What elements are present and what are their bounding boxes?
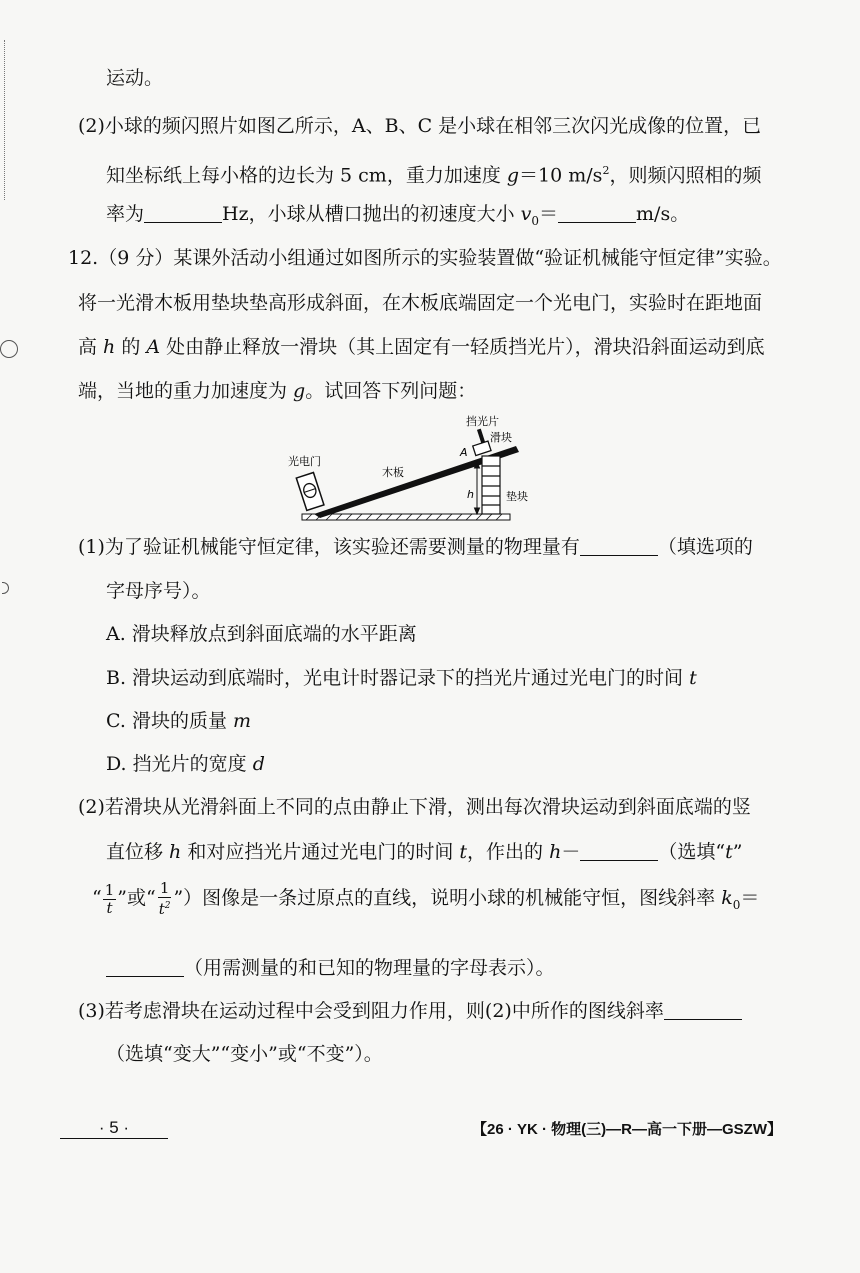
prev-q2-line-2: 知坐标纸上每小格的边长为 5 cm，重力加速度 g＝10 $m/s^2$，则频闪照相的频 [106,164,762,187]
prev-line-0: 运动。 [106,67,164,89]
option-b: B. 滑块运动到底端时，光电计时器记录下的挡光片通过光电门的时间 t [106,667,697,689]
answer-blank-velocity[interactable] [558,202,636,223]
q12-line-4: 端，当地的重力加速度为 g。试回答下列问题： [78,380,477,402]
answer-blank-sub1[interactable] [580,535,658,556]
binding-hole-mark [0,340,18,358]
photogate [296,473,324,511]
answer-blank-sub3[interactable] [664,999,742,1020]
exam-code: 【26 · YK · 物理(三)—R—高一下册—GSZW】 [472,1121,782,1138]
fraction-one-over-t-squared: $\frac{1}{t^2}$ [158,879,171,918]
q12-sub1-line-1: (1)为了验证机械能守恒定律，该实验还需要测量的物理量有 （填选项的 [78,536,753,558]
slider [468,428,491,456]
experiment-figure [270,408,540,526]
answer-blank-sub2-slope[interactable] [106,956,184,977]
binding-edge-mark [2,582,9,594]
label-point-A: A [460,446,468,459]
label-board: 木板 [382,466,404,479]
q12-line-1: 12.（9 分）某课外活动小组通过如图所示的实验装置做“验证机械能守恒定律”实验。 [68,247,782,269]
fraction-one-over-t: $\frac{1}{t}$ [104,880,115,917]
label-height: h [467,488,474,501]
label-slider: 滑块 [490,431,512,444]
answer-blank-sub2-axis[interactable] [580,840,658,861]
prev-q2-line-3: 率为 Hz，小球从槽口抛出的初速度大小 $v_0= m/s$。 [106,203,690,228]
label-block: 垫块 [506,490,528,503]
label-photogate: 光电门 [288,455,321,468]
q12-sub2-line-1: (2)若滑块从光滑斜面上不同的点由静止下滑，测出每次滑块运动到斜面底端的竖 [78,796,751,818]
option-c: C. 滑块的质量 m [106,710,252,732]
q12-line-3: 高 h 的 A 处由静止释放一滑块（其上固定有一轻质挡光片），滑块沿斜面运动到底 [78,336,765,358]
q12-sub2-line-2: 直位移 h 和对应挡光片通过光电门的时间 t，作出的 h－ （选填“t” [106,841,743,863]
support-blocks [482,456,500,514]
q12-sub2-line-3: “ $\frac{1}{t}$ ”或“ $\frac{1}{t^2}$ ”）图像是一条过原点的直线，说明小球的机械能守恒，图线斜率 $k_0=$ [92,879,760,918]
answer-blank-frequency[interactable] [144,202,222,223]
q12-sub2-line-4: （用需测量的和已知的物理量的字母表示）。 [106,954,555,982]
option-d: D. 挡光片的宽度 d [106,753,265,775]
binding-edge-dots [4,40,7,200]
prev-q2-line-1: (2)小球的频闪照片如图乙所示，A、B、C 是小球在相邻三次闪光成像的位置，已 [78,115,762,137]
q12-sub1-line-2: 字母序号）。 [106,580,211,602]
option-a: A. 滑块释放点到斜面底端的水平距离 [106,623,417,645]
q12-sub3-line-2: （选填“变大”“变小”或“不变”）。 [106,1043,383,1065]
label-shutter: 挡光片 [466,415,499,428]
q12-line-2: 将一光滑木板用垫块垫高形成斜面，在木板底端固定一个光电门，实验时在距地面 [78,292,763,314]
page-number: · 5 · [60,1118,168,1139]
q12-sub3-line-1: (3)若考虑滑块在运动过程中会受到阻力作用，则(2)中所作的图线斜率 [78,997,742,1025]
height-arrow [475,462,480,514]
